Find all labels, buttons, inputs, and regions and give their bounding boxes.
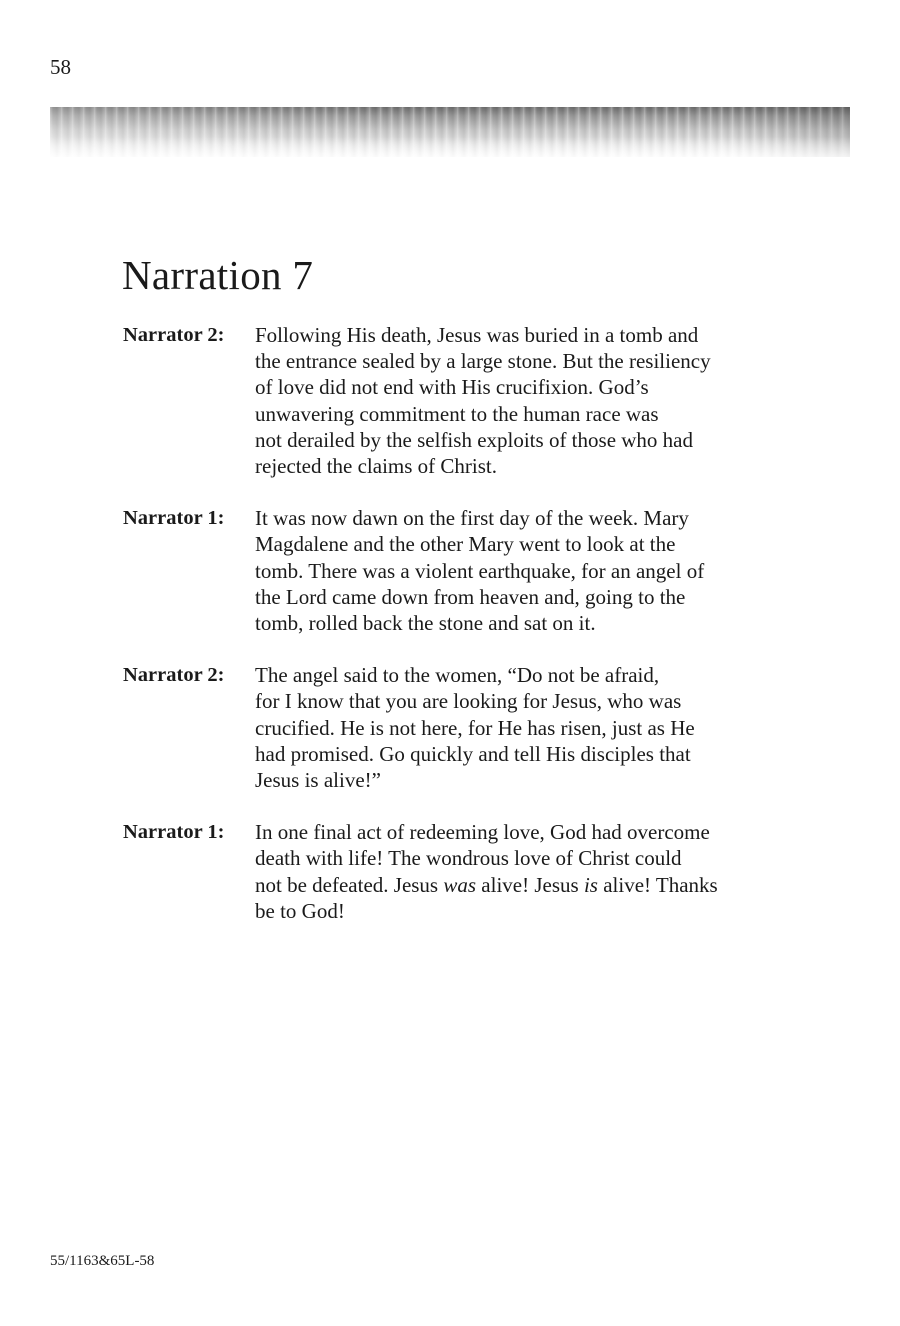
speech-line: had promised. Go quickly and tell His disciples that: [255, 741, 691, 766]
speech-line: tomb, rolled back the stone and sat on it.: [255, 611, 596, 636]
narration-entries: [123, 322, 823, 950]
narration-entry: [123, 662, 823, 793]
header-decorative-band: [50, 107, 850, 157]
speech-line: It was now dawn on the first day of the week. Mary: [255, 506, 689, 531]
speech-line: the entrance sealed by a large stone. But the resiliency: [255, 349, 711, 374]
speech-text: [255, 505, 785, 636]
page-number: 58: [50, 55, 71, 79]
speech-line: for I know that you are looking for Jesus, who was: [255, 689, 682, 714]
speech-line: the Lord came down from heaven and, going to the: [255, 584, 686, 609]
speaker-label: Narrator 1:: [123, 507, 225, 530]
speech-line: be to God!: [255, 898, 345, 923]
header-band-highlight: [50, 107, 390, 157]
speech-line: Magdalene and the other Mary went to look at the: [255, 532, 676, 557]
emphasis-is: is: [583, 872, 598, 897]
speech-text: [255, 662, 785, 793]
speaker-label: Narrator 1:: [123, 821, 225, 844]
speech-line: The angel said to the women, “Do not be afraid,: [255, 663, 660, 688]
section-title: Narration 7: [122, 252, 314, 298]
emphasis-was: was: [443, 872, 477, 897]
speaker-label: Narrator 2:: [123, 664, 225, 687]
speech-text: [255, 819, 785, 924]
speech-line: In one final act of redeeming love, God had overcome: [255, 820, 710, 845]
speech-text: [255, 322, 785, 479]
speech-line: of love did not end with His crucifixion. God’s: [255, 375, 649, 400]
footer-code: 55/1163&65L-58: [50, 1253, 155, 1269]
speech-line: Following His death, Jesus was buried in a tomb and: [255, 323, 699, 347]
speech-line: rejected the claims of Christ.: [255, 454, 498, 479]
narration-entry: [123, 505, 823, 636]
speech-fragment: alive! Jesus: [476, 872, 584, 897]
speech-line: crucified. He is not here, for He has risen, just as He: [255, 715, 695, 740]
speech-line: death with life! The wondrous love of Christ could: [255, 846, 682, 871]
speaker-label: Narrator 2:: [123, 324, 225, 346]
narration-entry: [123, 322, 823, 479]
narration-entry: [123, 819, 823, 924]
speech-line-with-emphasis: [255, 872, 785, 898]
header-band-shadow: [730, 107, 850, 157]
speech-line: unwavering commitment to the human race was: [255, 401, 659, 426]
speech-fragment: alive! Thanks: [597, 872, 718, 897]
speech-line: Jesus is alive!”: [255, 768, 381, 793]
speech-line: not derailed by the selfish exploits of those who had: [255, 427, 693, 452]
speech-line: tomb. There was a violent earthquake, for an angel of: [255, 558, 705, 583]
speech-fragment: not be defeated. Jesus: [255, 872, 444, 897]
